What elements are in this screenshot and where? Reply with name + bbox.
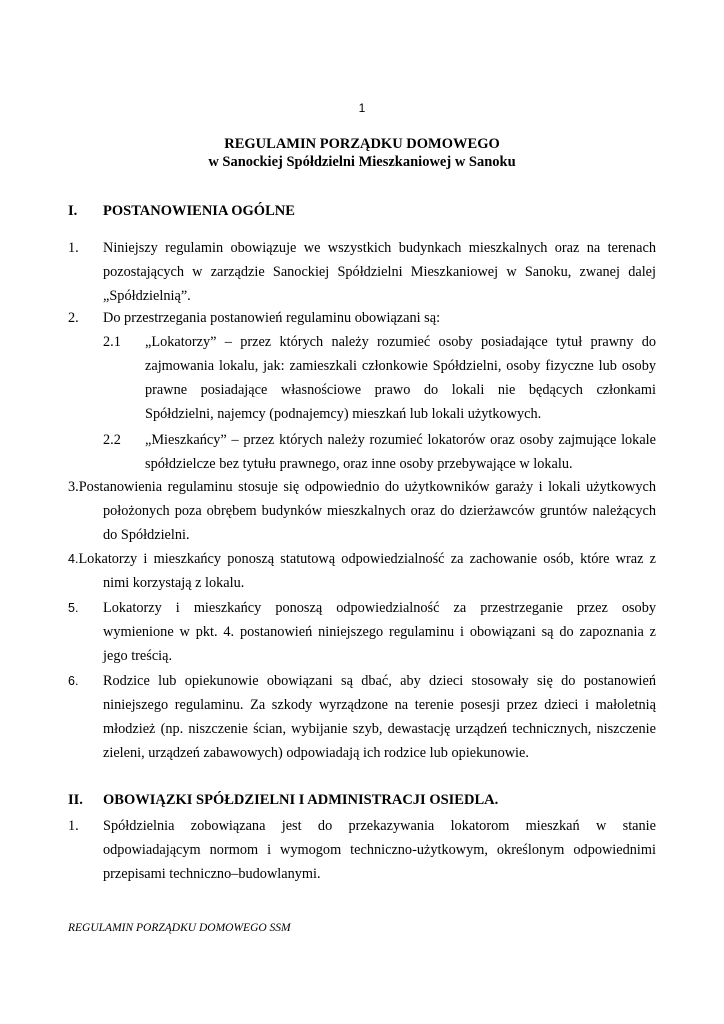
- subitem-2-2-number: 2.2: [103, 432, 121, 448]
- section-2-item-1-text: [103, 814, 656, 886]
- text-line: zajmowania lokalu, jak: zamieszkali członkowie Spółdzielni, osoby fizyczne lub osoby: [145, 358, 656, 374]
- text-line: niniejszego regulaminu. Za szkody wyrządzone na terenie posesji przez dzieci i małoletnią: [103, 697, 656, 713]
- item-4-text: nimi korzystają z lokalu.: [103, 575, 245, 591]
- page-number: 1: [358, 101, 366, 115]
- item-6-text: [103, 669, 656, 765]
- item-1-number: 1.: [68, 240, 79, 256]
- text-line: młodzież (np. niszczenie ścian, wybijanie szyb, dewastację urządzeń technicznych, niszczenie: [103, 721, 656, 737]
- item-3-first-line: [68, 475, 656, 499]
- document-title: REGULAMIN PORZĄDKU DOMOWEGO: [224, 136, 500, 152]
- section-2-item-1-number: 1.: [68, 818, 79, 834]
- item-2-text: Do przestrzegania postanowień regulaminu obowiązani są:: [103, 310, 441, 326]
- subitem-2-1-number: 2.1: [103, 334, 121, 350]
- text-line: położonych poza obrębem budynków mieszkalnych oraz do dzierżawców gruntów należących: [103, 503, 656, 519]
- page-footer: REGULAMIN PORZĄDKU DOMOWEGO SSM: [68, 922, 291, 934]
- text-line: „Mieszkańcy” – przez których należy rozumieć lokatorów oraz osoby zajmujące lokale: [145, 432, 656, 448]
- text-line: „Lokatorzy” – przez których należy rozumieć osoby posiadające tytuł prawny do: [145, 334, 656, 350]
- subitem-2-2-text: [145, 428, 656, 476]
- item-5-number: 5.: [68, 601, 79, 615]
- item-5-text: [103, 596, 656, 668]
- text-line: Rodzice lub opiekunowie obowiązani są dbać, aby dzieci stosowały się do postanowień: [103, 673, 656, 689]
- section-1-number: I.: [68, 203, 78, 219]
- text-line: zieleni, urządzeń zabawowych) odpowiadają ich rodzice lub opiekunowie.: [103, 745, 529, 761]
- text-line: Niniejszy regulamin obowiązuje we wszystkich budynkach mieszkalnych oraz na terenach: [103, 240, 656, 256]
- text-line: 3.Postanowienia regulaminu stosuje się odpowiednio do użytkowników garaży i lokali użytkowych: [68, 479, 656, 495]
- section-1-heading: POSTANOWIENIA OGÓLNE: [103, 203, 295, 219]
- text-line: Lokatorzy i mieszkańcy ponoszą odpowiedzialność za przestrzeganie przez osoby: [103, 600, 656, 616]
- item-3-text: [103, 499, 656, 547]
- text-line: spółdzielcze bez tytułu prawnego, oraz inne osoby przebywające w lokalu.: [145, 456, 573, 472]
- document-subtitle: w Sanockiej Spółdzielni Mieszkaniowej w Sanoku: [208, 154, 516, 170]
- item-6-number: 6.: [68, 674, 79, 688]
- subitem-2-1-text: [145, 330, 656, 426]
- text-line: Spółdzielni, najemcy (podnajemcy) mieszkań lub lokali użytkowych.: [145, 406, 542, 422]
- item-1-text: [103, 236, 656, 308]
- text-line: „Spółdzielnią”.: [103, 288, 191, 304]
- text-line: do Spółdzielni.: [103, 527, 190, 543]
- text-line: Spółdzielnia zobowiązana jest do przekazywania lokatorom mieszkań w stanie: [103, 818, 656, 834]
- text-line: 4.Lokatorzy i mieszkańcy ponoszą statutową odpowiedzialność za zachowanie osób, które wraz z: [68, 551, 656, 567]
- section-2-number: II.: [68, 792, 83, 808]
- text-line: pozostających w zarządzie Sanockiej Spółdzielni Mieszkaniowej w Sanoku, zwanej dalej: [103, 264, 656, 280]
- text-line: prawne posiadające własnościowe prawo do lokali nie będących członkami: [145, 382, 656, 398]
- item-4-number: 4.: [68, 552, 79, 566]
- item-2-number: 2.: [68, 310, 79, 326]
- text-line: przepisami techniczno–budowlanymi.: [103, 866, 321, 882]
- item-4-first-line: [68, 547, 656, 571]
- section-2-heading: OBOWIĄZKI SPÓŁDZIELNI I ADMINISTRACJI OSIEDLA.: [103, 792, 499, 808]
- text-line: jego treścią.: [103, 648, 173, 664]
- text-line: wymienione w pkt. 4. postanowień niniejszego regulaminu i obowiązani są do zapoznania z: [103, 624, 656, 640]
- text-line: odpowiadającym normom i wymogom techniczno-użytkowym, określonym odpowiednimi: [103, 842, 656, 858]
